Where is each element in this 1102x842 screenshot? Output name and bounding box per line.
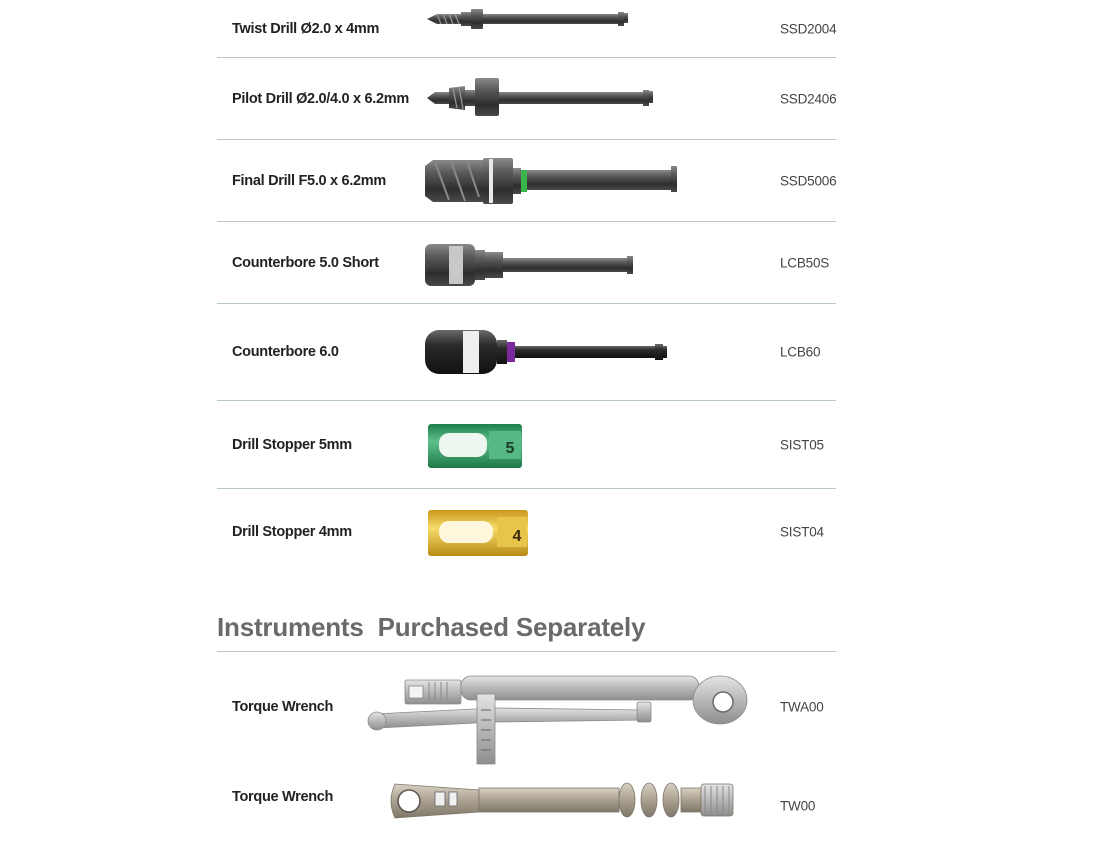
product-name: Drill Stopper 4mm xyxy=(232,523,352,540)
torque-wrench-body-image xyxy=(387,776,737,826)
product-name: Drill Stopper 5mm xyxy=(232,436,352,453)
pilot-drill-image xyxy=(425,76,655,120)
instrument-row xyxy=(217,652,836,762)
svg-text:4: 4 xyxy=(512,528,522,545)
section-heading xyxy=(217,574,836,652)
product-row xyxy=(217,304,836,401)
product-code: SSD2004 xyxy=(780,21,837,36)
final-drill-image xyxy=(423,156,683,206)
counterbore-6-image xyxy=(423,328,673,376)
product-code: SIST04 xyxy=(780,524,824,539)
section-title: Instruments Purchased Separately xyxy=(217,612,646,642)
product-name: Twist Drill Ø2.0 x 4mm xyxy=(232,20,380,37)
drill-stopper-4mm-image xyxy=(427,509,529,557)
svg-text:5: 5 xyxy=(505,440,515,457)
product-row xyxy=(217,140,836,222)
product-row xyxy=(217,222,836,304)
product-name: Counterbore 5.0 Short xyxy=(232,254,379,271)
product-row xyxy=(217,0,836,58)
product-code: SIST05 xyxy=(780,437,824,452)
twist-drill-image xyxy=(425,4,645,34)
product-code: SSD5006 xyxy=(780,173,837,188)
product-row xyxy=(217,489,836,574)
product-name: Final Drill F5.0 x 6.2mm xyxy=(232,172,386,189)
instrument-code: TWA00 xyxy=(780,699,824,715)
product-name: Pilot Drill Ø2.0/4.0 x 6.2mm xyxy=(232,90,409,107)
instrument-code: TW00 xyxy=(780,798,816,814)
product-code: SSD2406 xyxy=(780,91,837,106)
product-name: Counterbore 6.0 xyxy=(232,344,339,360)
drill-stopper-5mm-image xyxy=(427,423,523,469)
instrument-name: Torque Wrench xyxy=(232,789,334,806)
product-catalog xyxy=(217,0,836,842)
torque-wrench-ratchet-image xyxy=(365,670,750,770)
instrument-row xyxy=(217,762,836,842)
product-row xyxy=(217,58,836,140)
instrument-name: Torque Wrench xyxy=(232,699,334,715)
product-row xyxy=(217,401,836,489)
product-code: LCB50S xyxy=(780,255,830,270)
product-code: LCB60 xyxy=(780,344,821,360)
counterbore-5-short-image xyxy=(423,242,643,288)
